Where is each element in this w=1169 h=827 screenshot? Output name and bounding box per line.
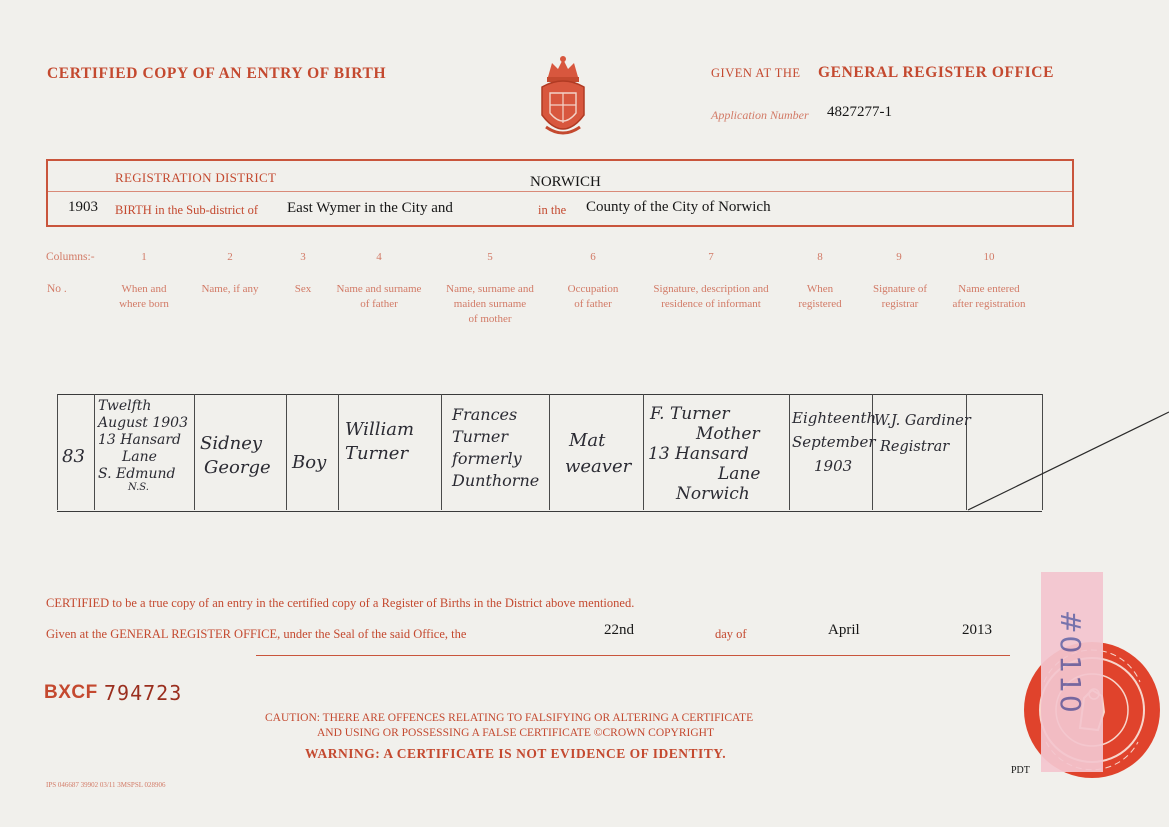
occupation-cell (565, 428, 631, 480)
diagonal-strike-line (960, 400, 1169, 515)
column-number: 5 (487, 251, 493, 263)
column-number: 1 (141, 251, 147, 263)
royal-crest-icon (534, 55, 592, 143)
column-header-registrar: Signature of registrar (872, 283, 928, 310)
handwritten-line: William (345, 419, 415, 440)
registration-district-label: REGISTRATION DISTRICT (115, 170, 277, 185)
handwritten-line: Turner (452, 427, 509, 446)
when-where-born-cell (98, 398, 188, 493)
certificate-title: CERTIFIED COPY OF AN ENTRY OF BIRTH (47, 65, 387, 82)
sticker-note (1041, 572, 1103, 772)
office-name: GENERAL REGISTER OFFICE (818, 64, 1055, 81)
handwritten-line: August 1903 (98, 415, 188, 431)
warning-text: WARNING: A CERTIFICATE IS NOT EVIDENCE OF IDENTITY. (305, 746, 727, 761)
handwritten-line: 1903 (814, 457, 853, 475)
given-at-statement: Given at the GENERAL REGISTER OFFICE, under the Seal of the said Office, the (46, 627, 467, 641)
caution-line-2: AND USING OR POSSESSING A FALSE CERTIFICATE ©CROWN COPYRIGHT (317, 727, 714, 739)
sex-cell: Boy (292, 452, 327, 473)
handwritten-line: weaver (565, 456, 632, 477)
column-header-when-registered: When registered (798, 283, 842, 310)
handwritten-line: Frances (452, 405, 518, 424)
handwritten-line: Mother (696, 424, 760, 444)
column-number: 10 (983, 251, 995, 263)
column-number: 6 (590, 251, 596, 263)
handwritten-line: Eighteenth (792, 409, 877, 427)
column-header-name: Name, if any (201, 283, 259, 295)
handwritten-line: Registrar (880, 439, 950, 455)
registration-year: 1903 (68, 199, 98, 215)
columns-label: Columns:- (46, 251, 95, 263)
handwritten-line: W.J. Gardiner (874, 413, 971, 429)
handwritten-line: Lane (718, 464, 761, 484)
column-header-mother: Name, surname and maiden surname of mother (446, 283, 534, 325)
column-number: 8 (817, 251, 823, 263)
subdistrict-name: East Wymer in the City and (287, 200, 453, 216)
column-header-informant: Signature, description and residence of informant (653, 283, 769, 310)
caution-line-1: CAUTION: THERE ARE OFFENCES RELATING TO FALSIFYING OR ALTERING A CERTIFICATE (265, 712, 754, 724)
registrar-signature-cell (874, 408, 971, 460)
pdt-label: PDT (1011, 765, 1030, 776)
day-of-label: day of (715, 627, 747, 641)
column-header-father: Name and surname of father (336, 283, 422, 310)
handwritten-line: S. Edmund (98, 466, 176, 482)
certified-statement: CERTIFIED to be a true copy of an entry in the certified copy of a Register of Births in the District above mentioned. (46, 596, 635, 610)
birth-subdistrict-label: BIRTH in the Sub-district of (115, 203, 258, 217)
signature-rule (256, 655, 1010, 656)
handwritten-line: George (204, 457, 271, 478)
mother-name-cell (452, 404, 539, 492)
county-name: County of the City of Norwich (586, 199, 771, 215)
handwritten-line: Lane (122, 449, 157, 465)
handwritten-line: 13 Hansard (98, 432, 182, 448)
in-the-label: in the (538, 203, 567, 217)
handwritten-line: 13 Hansard (648, 444, 749, 464)
column-number: 9 (896, 251, 902, 263)
entry-number: 83 (62, 446, 85, 467)
handwritten-line: Mat (569, 430, 606, 451)
district-divider (48, 191, 1072, 192)
column-header-sex: Sex (294, 283, 312, 295)
handwritten-line: Sidney (200, 433, 263, 454)
child-name-cell (200, 432, 271, 480)
column-header-name-entered: Name entered after registration (952, 283, 1026, 310)
column-number: 3 (300, 251, 306, 263)
certification-year: 2013 (962, 622, 992, 638)
certification-month: April (828, 622, 860, 638)
column-header-occupation: Occupation of father (567, 283, 619, 310)
district-name: NORWICH (530, 174, 601, 190)
handwritten-line: Turner (345, 443, 409, 464)
serial-number: 794723 (104, 681, 183, 705)
informant-cell (648, 404, 760, 504)
certification-day: 22nd (604, 622, 634, 638)
serial-prefix: BXCF (44, 682, 98, 703)
father-name-cell (345, 418, 414, 466)
number-column-label: No . (47, 283, 67, 295)
sticker-note-text: #0110 (1054, 610, 1087, 715)
handwritten-line: Norwich (676, 484, 750, 504)
column-number: 7 (708, 251, 714, 263)
application-number: 4827277-1 (827, 104, 892, 120)
handwritten-line: N.S. (128, 482, 149, 493)
given-at-label: GIVEN AT THE (711, 66, 801, 80)
application-number-label: Application Number (711, 108, 809, 122)
handwritten-line: F. Turner (650, 404, 730, 424)
column-header-when-where: When and where born (119, 283, 169, 310)
handwritten-line: Dunthorne (452, 471, 540, 490)
handwritten-line: formerly (452, 449, 522, 468)
print-code: IPS 046687 39902 03/11 3MSPSL 028906 (46, 781, 166, 789)
when-registered-cell (792, 406, 876, 478)
column-number: 2 (227, 251, 233, 263)
column-number: 4 (376, 251, 382, 263)
handwritten-line: September (792, 433, 876, 451)
handwritten-line: Twelfth (98, 398, 152, 414)
